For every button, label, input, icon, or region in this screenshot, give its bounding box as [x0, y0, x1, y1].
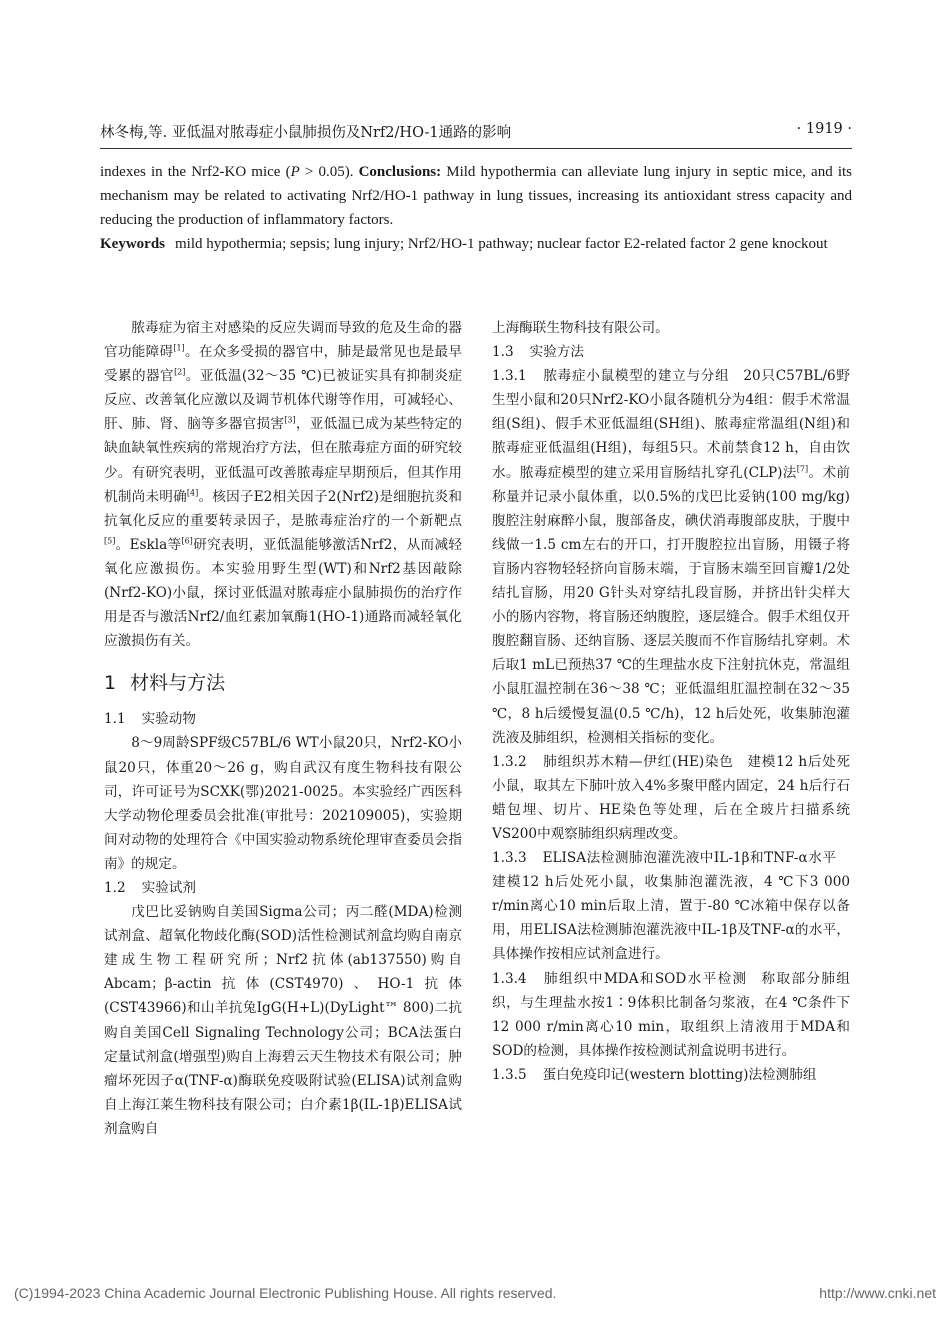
- left-column: [104, 316, 462, 1141]
- paragraph: 1.3.2 肺组织苏木精—伊红(HE)染色 建模12 h后处死小鼠，取其左下肺叶放入4%多聚甲醛内固定，24 h后行石蜡包埋、切片、HE染色等处理，后在全玻片扫描系统VS200中观察肺组织病理改变。: [492, 753, 850, 842]
- citation: [2]: [174, 367, 186, 377]
- header-rule: [100, 148, 852, 149]
- abstract-block: [100, 160, 852, 256]
- section-heading: 1 材料与方法: [104, 672, 226, 695]
- paragraph: 1.3.3 ELISA法检测肺泡灌洗液中IL-1β和TNF-α水平建模12 h后处死小鼠，收集肺泡灌洗液，4 ℃下3 000 r/min离心10 min后取上清，置于-80 ℃冰箱中保存以备用，用ELISA法检测肺泡灌洗液中IL-1β及TNF-α的水平，具体操作按相应试剂盒进行。: [492, 850, 850, 963]
- citation: [7]: [796, 464, 809, 474]
- conclusions-text: Mild hypothermia can alleviate lung injury in septic mice, and its mechanism may be related to activating Nrf2/HO-1 pathway in lung tissues, increasing its antioxidant stress capacity and reducing the production of inflammatory factors.: [100, 164, 852, 228]
- running-header: [100, 121, 852, 145]
- subsection-heading: 1.1 实验动物: [104, 711, 196, 728]
- subsection-heading: 1.3 实验方法: [492, 344, 584, 361]
- copyright-notice: (C)1994-2023 China Academic Journal Electronic Publishing House. All rights reserved.: [14, 1285, 557, 1301]
- citation: [3]: [284, 415, 296, 425]
- footer: [0, 1285, 950, 1305]
- right-column: [492, 316, 850, 1087]
- keywords: [100, 232, 852, 256]
- footer-url[interactable]: http://www.cnki.net: [819, 1285, 936, 1301]
- citation: [1]: [173, 343, 185, 353]
- keywords-label: Keywords: [100, 236, 165, 252]
- conclusions-label: Conclusions:: [358, 164, 442, 180]
- paragraph: 8～9周龄SPF级C57BL/6 WT小鼠20只，Nrf2-KO小鼠20只，体重20～26 g，购自武汉有度生物科技有限公司，许可证号为SCXK(鄂)2021-0025。本实验经广西医科大学动物伦理委员会批准(审批号：202109005)，实验期间对动物的处理符合《中国实验动物系统伦理审查委员会指南》的规定。: [104, 735, 462, 872]
- citation: [6]: [181, 536, 193, 546]
- citation: [4]: [186, 488, 199, 498]
- paragraph: 1.3.1 脓毒症小鼠模型的建立与分组 20只C57BL/6野生型小鼠和20只Nrf2-KO小鼠各随机分为4组：假手术常温组(S组)、假手术亚低温组(SH组)、脓毒症常温组(N组)和脓毒症亚低温组(H组)，每组5只。术前禁食12 h，自由饮水。脓毒症模型的建立采用盲肠结扎穿孔(CLP)法[7]。术前称量并记录小鼠体重，以0.5%的戊巴比妥钠(100 mg/kg)腹腔注射麻醉小鼠，腹部备皮，碘伏消毒腹部皮肤，于腹中线做一1.5 cm左右的开口，打开腹腔拉出盲肠，用镊子将盲肠内容物轻轻挤向盲肠末端，于盲肠末端至回盲瓣1/2处结扎盲肠，用20 G针头对穿结扎段盲肠，并挤出针尖样大小的肠内容物，将盲肠还纳腹腔，逐层缝合。假手术组仅开腹腔翻盲肠、还纳盲肠、逐层关腹而不作盲肠结扎穿刺。术后取1 mL已预热37 ℃的生理盐水皮下注射抗休克，常温组小鼠肛温控制在36～38 ℃；亚低温组肛温控制在32～35 ℃，8 h后缓慢复温(0.5 ℃/h)，12 h后处死，收集肺泡灌洗液及肺组织，检测相关指标的变化。: [492, 368, 851, 746]
- page-number: · 1919 ·: [796, 121, 852, 137]
- p-symbol: P: [290, 164, 300, 180]
- paragraph: 1.3.4 肺组织中MDA和SOD水平检测 称取部分肺组织，与生理盐水按1∶9体积比制备匀浆液，在4 ℃条件下12 000 r/min离心10 min，取组织上清液用于MDA和SOD的检测，具体操作按检测试剂盒说明书进行。: [492, 970, 851, 1059]
- abstract-tail: indexes in the Nrf2-KO mice (P > 0.05). Conclusions: Mild hypothermia can alleviate lung injury in septic mice, and its mechanism may be related to activating Nrf2/HO-1 pathway in lung tissues, increasing its antioxidant stress capacity and reducing the production of inflammatory factors.: [100, 164, 852, 228]
- paragraph: 1.3.5 蛋白免疫印记(western blotting)法检测肺组: [492, 1066, 817, 1083]
- subsection-heading: 1.2 实验试剂: [104, 879, 196, 896]
- citation: [5]: [104, 536, 116, 546]
- paragraph-continuation: 上海酶联生物科技有限公司。: [492, 320, 669, 336]
- paragraph: 戊巴比妥钠购自美国Sigma公司；丙二醛(MDA)检测试剂盒、超氧化物歧化酶(SOD)活性检测试剂盒均购自南京建成生物工程研究所；Nrf2抗体(ab137550)购自Abcam；β-actin抗体(CST4970)、HO-1抗体(CST43966)和山羊抗兔IgG(H+L)(DyLight™ 800)二抗购自美国Cell Signaling Technology公司；BCA法蛋白定量试剂盒(增强型)购自上海碧云天生物技术有限公司；肿瘤坏死因子α(TNF-α)酶联免疫吸附试验(ELISA)试剂盒购自上海江莱生物科技有限公司；白介素1β(IL-1β)ELISA试剂盒购自: [104, 904, 462, 1137]
- keywords-text: mild hypothermia; sepsis; lung injury; Nrf2/HO-1 pathway; nuclear factor E2-related factor 2 gene knockout: [175, 236, 828, 252]
- running-title: 林冬梅,等. 亚低温对脓毒症小鼠肺损伤及Nrf2/HO-1通路的影响: [100, 125, 512, 141]
- intro-paragraph: 脓毒症为宿主对感染的反应失调而导致的危及生命的器官功能障碍[1]。在众多受损的器官中，肺是最常见也是最早受累的器官[2]。亚低温(32～35 ℃)已被证实具有抑制炎症反应、改善氧化应激以及调节机体代谢等作用，可减轻心、肝、肺、肾、脑等多器官损害[3]，亚低温已成为某些特定的缺血缺氧性疾病的常规治疗方法，但在脓毒症方面的研究较少。有研究表明，亚低温可改善脓毒症早期预后，但其作用机制尚未明确[4]。核因子E2相关因子2(Nrf2)是细胞抗炎和抗氧化反应的重要转录因子，是脓毒症治疗的一个新靶点[5]。Eskla等[6]研究表明，亚低温能够激活Nrf2，从而减轻氧化应激损伤。本实验用野生型(WT)和Nrf2基因敲除(Nrf2-KO)小鼠，探讨亚低温对脓毒症小鼠肺损伤的治疗作用是否与激活Nrf2/血红素加氧酶1(HO-1)通路而减轻氧化应激损伤有关。: [104, 320, 463, 650]
